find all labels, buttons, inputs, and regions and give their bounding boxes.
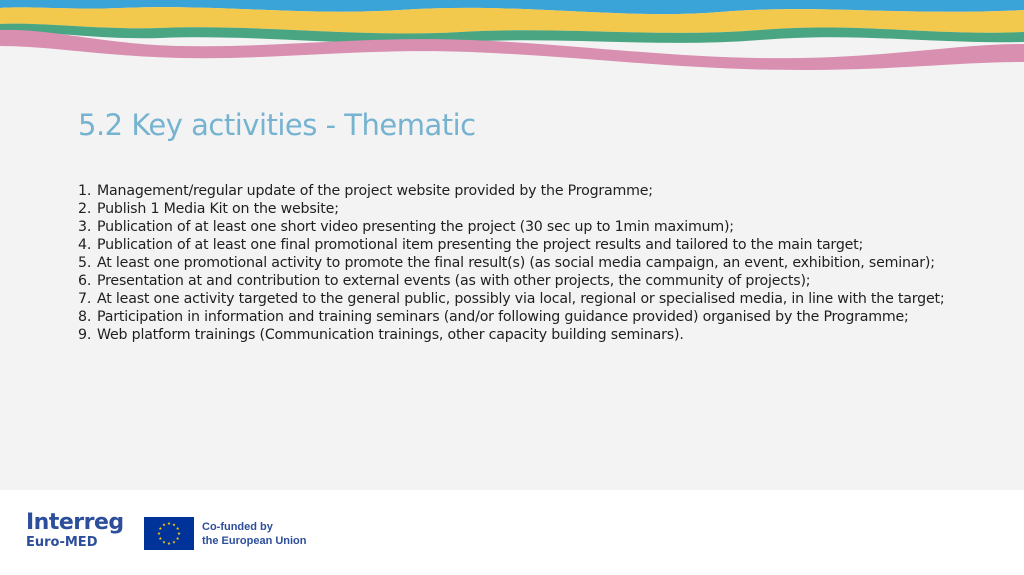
wave-banner (0, 0, 1024, 80)
item-number: 3. (78, 219, 92, 235)
slide-title: 5.2 Key activities - Thematic (78, 108, 476, 142)
item-number: 9. (78, 327, 92, 343)
item-number: 4. (78, 237, 92, 253)
item-number: 7. (78, 291, 92, 307)
cofunded-label (202, 520, 307, 548)
item-text: Participation in information and training seminars (and/or following guidance provided) organised by the Programme; (97, 309, 909, 325)
interreg-subtitle: Euro-MED (26, 535, 98, 550)
item-number: 5. (78, 255, 92, 271)
item-number: 1. (78, 183, 92, 199)
item-text: Publication of at least one short video presenting the project (30 sec up to 1min maximum); (97, 219, 734, 235)
item-text: At least one activity targeted to the general public, possibly via local, regional or specialised media, in line with the target; (97, 291, 945, 307)
activity-item (78, 308, 945, 326)
eu-flag-icon (144, 517, 194, 550)
interreg-wordmark: Interreg (26, 510, 124, 535)
activity-item (78, 236, 945, 254)
item-text: Web platform trainings (Communication trainings, other capacity building seminars). (97, 327, 684, 343)
activity-item (78, 290, 945, 308)
activity-list (78, 182, 945, 344)
item-text: Presentation at and contribution to external events (as with other projects, the community of projects); (97, 273, 811, 289)
item-text: Publication of at least one final promotional item presenting the project results and tailored to the main target; (97, 237, 864, 253)
item-text: Publish 1 Media Kit on the website; (97, 201, 339, 217)
item-number: 6. (78, 273, 92, 289)
activity-item (78, 272, 945, 290)
activity-item (78, 182, 945, 200)
activity-item (78, 200, 945, 218)
footer (0, 490, 1024, 575)
item-number: 8. (78, 309, 92, 325)
activity-item (78, 218, 945, 236)
activity-item (78, 326, 945, 344)
cofunded-line2: the European Union (202, 535, 307, 547)
item-number: 2. (78, 201, 92, 217)
item-text: Management/regular update of the project website provided by the Programme; (97, 183, 653, 199)
interreg-logo (26, 512, 124, 551)
cofunded-line1: Co-funded by (202, 521, 273, 533)
item-text: At least one promotional activity to promote the final result(s) (as social media campaign, an event, exhibition, seminar); (97, 255, 935, 271)
activity-item (78, 254, 945, 272)
